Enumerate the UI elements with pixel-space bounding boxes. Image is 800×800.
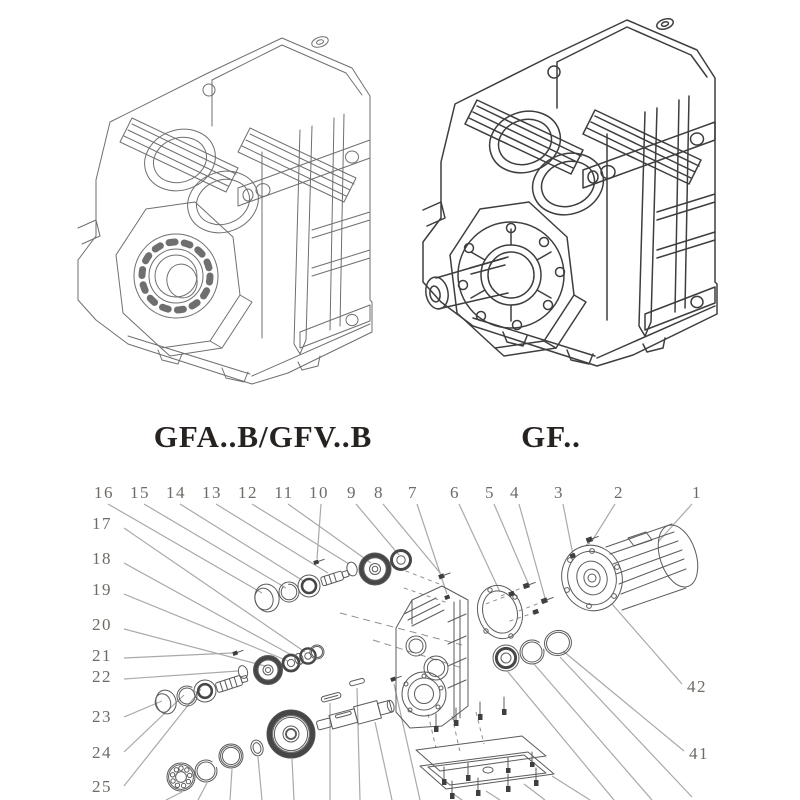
leader-line-24 xyxy=(124,695,184,752)
callout-number-22: 22 xyxy=(92,667,112,686)
gear-first-stage xyxy=(361,555,389,583)
leader-line-1 xyxy=(658,504,692,542)
intermediate-pinion xyxy=(215,673,249,692)
flange-gasket xyxy=(471,580,530,645)
callout-number-5: 5 xyxy=(485,483,495,502)
leader-line-10 xyxy=(317,504,321,559)
model-label-left: GFA..B/GFV..B xyxy=(153,419,373,454)
leader-line-7 xyxy=(417,504,447,594)
gearbox-left-illustration xyxy=(78,35,372,384)
output-shaft-flange xyxy=(423,202,586,356)
gear-second-stage xyxy=(256,658,281,683)
callout-number-14: 14 xyxy=(166,483,186,502)
callout-number-4: 4 xyxy=(510,483,520,502)
leader-line-2 xyxy=(592,504,615,541)
callout-number-8: 8 xyxy=(374,483,384,502)
callout-number-17: 17 xyxy=(92,514,112,533)
callout-number-2: 2 xyxy=(614,483,624,502)
callout-number-13: 13 xyxy=(202,483,222,502)
output-shaft xyxy=(315,697,396,735)
leader-line-42 xyxy=(612,604,682,684)
callout-number-7: 7 xyxy=(408,483,418,502)
leader-line-21 xyxy=(124,653,232,658)
leader-line-17 xyxy=(124,528,305,652)
callout-number-24: 24 xyxy=(92,743,112,762)
leader-line-9 xyxy=(356,504,399,555)
motor xyxy=(553,520,705,619)
callout-number-1: 1 xyxy=(692,483,702,502)
leader-line-14 xyxy=(180,504,305,582)
motor-side-parts xyxy=(471,534,599,671)
callout-number-21: 21 xyxy=(92,646,112,665)
callout-number-12: 12 xyxy=(238,483,258,502)
callout-number-41: 41 xyxy=(689,744,709,763)
callout-number-25: 25 xyxy=(92,777,112,796)
callout-number-15: 15 xyxy=(130,483,150,502)
leader-line-20 xyxy=(124,629,265,666)
leader-line-13 xyxy=(216,504,328,573)
callout-number-9: 9 xyxy=(347,483,357,502)
callout-number-16: 16 xyxy=(94,483,114,502)
callout-number-20: 20 xyxy=(92,615,112,634)
hollow-shaft-flange xyxy=(116,202,252,356)
model-label-right: GF.. xyxy=(521,419,581,454)
input-shaft-parts xyxy=(252,551,411,615)
snap-ring xyxy=(279,582,299,602)
callout-number-23: 23 xyxy=(92,707,112,726)
leader-line-22 xyxy=(124,671,238,679)
callout-number-18: 18 xyxy=(92,549,112,568)
housing xyxy=(396,571,468,728)
gear-output xyxy=(267,710,315,758)
callout-number-3: 3 xyxy=(554,483,564,502)
leader-line-6 xyxy=(459,504,500,592)
callout-number-19: 19 xyxy=(92,580,112,599)
leader-line-15 xyxy=(144,504,286,588)
leader-line-16 xyxy=(108,504,262,593)
callout-number-6: 6 xyxy=(450,483,460,502)
callout-layer xyxy=(92,483,709,796)
leader-line-3 xyxy=(563,504,573,555)
leader-line-18 xyxy=(124,563,295,657)
callout-number-11: 11 xyxy=(274,483,294,502)
callout-number-42: 42 xyxy=(687,677,707,696)
gearbox-right-illustration xyxy=(423,17,717,366)
output-shaft-parts xyxy=(167,674,402,791)
callout-number-10: 10 xyxy=(309,483,329,502)
